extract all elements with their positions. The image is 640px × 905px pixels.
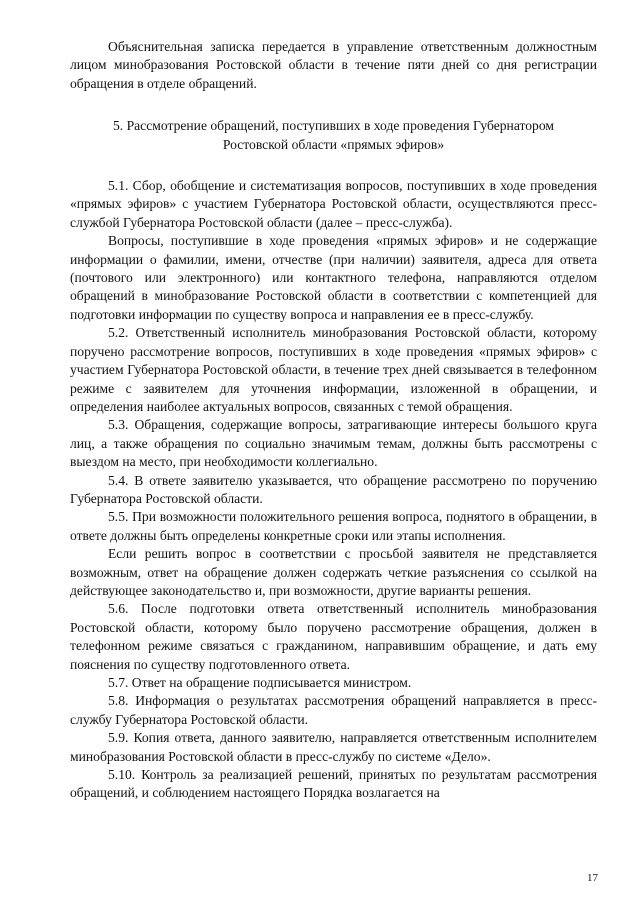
- paragraph-5-7: 5.7. Ответ на обращение подписывается министром.: [108, 675, 412, 690]
- paragraph-5-3: 5.3. Обращения, содержащие вопросы, затрагивающие интересы большого круга лиц, а также обращения по социально значимым темам, должны быть рассмотрены с выездом на место, при необходимости коллегиально.: [70, 417, 597, 470]
- paragraph-5-10: 5.10. Контроль за реализацией решений, принятых по результатам рассмотрения обращений, и соблюдением настоящего Порядка возлагается на: [70, 767, 597, 801]
- section-title: 5. Рассмотрение обращений, поступивших в ходе проведения Губернатором Ростовской области «прямых эфиров»: [112, 118, 554, 152]
- paragraph-5-9: 5.9. Копия ответа, данного заявителю, направляется ответственным исполнителем минобразования Ростовской области в пресс-службу по системе «Дело».: [70, 730, 597, 764]
- paragraph-5-2: 5.2. Ответственный исполнитель минобразования Ростовской области, которому поручено рассмотрение вопросов, поступивших в ходе проведения «прямых эфиров» с участием Губернатора Ростовской области, в течение трех дней связывается в телефонном режиме с заявителем для уточнения информации, изложенной в обращении, и определения наиболее актуальных вопросов, связанных с темой обращения.: [70, 325, 597, 414]
- paragraph-5-4: 5.4. В ответе заявителю указывается, что обращение рассмотрено по поручению Губернатора Ростовской области.: [70, 472, 597, 506]
- intro-paragraph: Объяснительная записка передается в управление ответственным должностным лицом минобразования Ростовской области в течение пяти дней со дня регистрации обращения в отделе обращений.: [70, 39, 597, 91]
- paragraph-5-8: 5.8. Информация о результатах рассмотрения обращений направляется в пресс-службу Губернатора Ростовской области.: [70, 693, 597, 727]
- paragraph-5-1: 5.1. Сбор, обобщение и систематизация вопросов, поступивших в ходе проведения «прямых эфиров» с участием Губернатора Ростовской области, осуществляются пресс-службой Губернатора Ростовской области (далее – пресс-служба).: [70, 178, 597, 230]
- document-body: [70, 38, 597, 803]
- paragraph-5-5-continued: Если решить вопрос в соответствии с просьбой заявителя не представляется возможным, ответ на обращение должен содержать четкие разъяснения со ссылкой на действующее законодательство и, при возможности, другие варианты решения.: [70, 546, 597, 598]
- paragraph-5-1-continued: Вопросы, поступившие в ходе проведения «прямых эфиров» и не содержащие информации о фамилии, имени, отчестве (при наличии) заявителя, адреса для ответа (почтового или электронного) или контактного телефона, направляются отделом обращений в минобразование Ростовской области в соответствии с компетенцией для подготовки информации по существу вопроса и направления ее в пресс-службу.: [70, 233, 597, 322]
- page-number: 17: [587, 872, 598, 884]
- paragraph-5-5: 5.5. При возможности положительного решения вопроса, поднятого в обращении, в ответе должны быть определены конкретные сроки или этапы исполнения.: [70, 509, 597, 543]
- paragraph-5-6: 5.6. После подготовки ответа ответственный исполнитель минобразования Ростовской области, которому было поручено рассмотрение обращения, должен в телефонном режиме связаться с гражданином, направившим обращение, и дать ему пояснения по существу подготовленного ответа.: [70, 601, 597, 672]
